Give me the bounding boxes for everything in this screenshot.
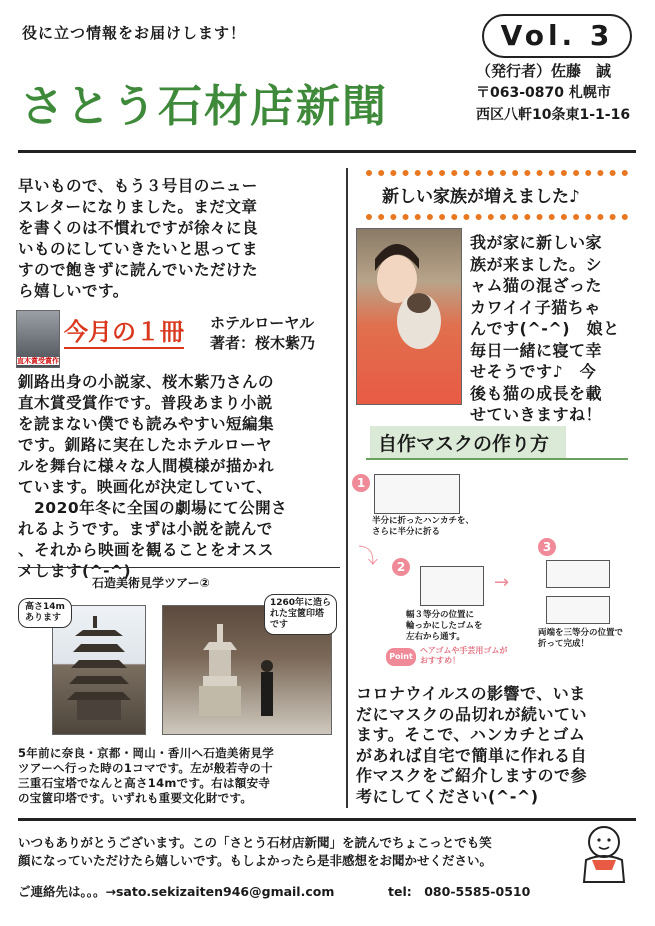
publisher-block: [476, 60, 630, 126]
step-1-caption: 半分に折ったハンカチを、 さらに半分に折る: [372, 516, 475, 537]
contact-email: ご連絡先は。。。→sato.sekizaiten946@gmail.com: [18, 884, 335, 899]
publisher-address: 西区八軒10条東1-1-16: [476, 107, 631, 123]
mask-text: コロナウイルスの影響で、いま だにマスクの品切れが続いてい ます。そこで、ハンカチとゴム があれば自宅で簡単に作れる自 作マスクをご紹介しますので参 考にしてください(^-^): [356, 684, 588, 806]
tour-heading: 石造美術見学ツアー②: [92, 576, 210, 590]
book-cover-image: [16, 310, 60, 368]
volume-badge: Vol. 3: [482, 14, 632, 58]
callout-right: 1260年に造ら れた宝篋印塔 です: [264, 594, 337, 635]
step-1-diagram: [374, 474, 460, 514]
mask-heading: 自作マスクの作り方: [370, 426, 566, 459]
contact-tel: tel: 080-5585-0510: [388, 884, 531, 899]
family-heading-dots-top: [366, 170, 628, 176]
jizo-mascot-icon: [572, 822, 636, 886]
step-3-caption: 両端を三等分の位置で 折って完成！: [538, 628, 624, 649]
footer-rule: [18, 818, 636, 821]
column-divider: [346, 168, 348, 808]
footer-message: いつもありがとうございます。この「さとう石材店新聞」を読んでちょこっとでも笑 顔になっていただけたら嬉しいです。もしよかったら是非感想をお聞かせください。: [18, 835, 493, 868]
step-2-caption: 幅３等分の位置に 輪っかにしたゴムを 左右から通す。: [406, 610, 483, 642]
intro-text: 早いもので、もう３号目のニュー スレターになりました。まだ文章 を書くのは不慣れですが徐々に良 いものにしていきたいと思ってま すので飽きずに読んでいただけた ら嬉しいです。: [18, 177, 259, 300]
book-cover-label: 直木賞受賞作: [17, 357, 59, 365]
publisher-name: （発行者）佐藤 誠: [476, 62, 612, 80]
step-2-number: 2: [392, 558, 410, 576]
family-text: 我が家に新しい家 族が来ました。シ ャム猫の混ざった カワイイ子猫ちゃ んです(^-^) 娘と 毎日一緒に寝て幸 せそうです♪ 今 後も猫の成長を載 せていきますね！: [470, 233, 620, 424]
point-text: ヘアゴムや手芸用ゴムが おすすめ！: [420, 646, 508, 665]
step-3-diagram-a: [546, 560, 610, 588]
step-3-number: 3: [538, 538, 556, 556]
girl-with-kitten-photo: [356, 228, 462, 405]
callout-left: 高さ14m あります: [18, 598, 72, 628]
step-2-arrow: →: [494, 572, 510, 593]
publisher-postal: 〒063-0870 札幌市: [476, 85, 611, 101]
newsletter-title: さとう石材店新聞: [20, 81, 388, 132]
point-badge: Point: [386, 648, 416, 666]
mask-heading-underline: [366, 458, 628, 460]
tour-text: 5年前に奈良・京都・岡山・香川へ石造美術見学 ツアーへ行った時の1コマです。左が般若寺の十 三重石宝塔でなんと高さ14mです。右は額安寺 の宝篋印塔です。いずれも重要文化財です。: [18, 746, 275, 805]
book-heading: 今月の１冊: [64, 312, 184, 349]
header-rule: [18, 150, 636, 153]
book-review-text: 釧路出身の小説家、桜木紫乃さんの 直木賞受賞作です。普段あまり小説 を読まない僕でも読みやすい短編集 です。釧路に実在したホテルローヤ ルを舞台に様々な人間模様が描かれ ています。映画化が決定していて、 2020年冬に全国の劇場にて公開さ れるようです。まずは小説を読んで 、それから映画を観ることをオスス メします(^-^): [18, 373, 288, 580]
step-1-arrow: ⤵: [358, 544, 378, 568]
tour-rule: [18, 567, 340, 568]
family-heading-dots-bottom: [366, 214, 628, 220]
step-3-diagram-b: [546, 596, 610, 624]
book-author: 著者：桜木紫乃: [210, 334, 316, 352]
family-heading: 新しい家族が増えました♪: [382, 187, 580, 207]
step-1-number: 1: [352, 474, 370, 492]
book-title: ホテルローヤル: [210, 314, 315, 332]
tagline: 役に立つ情報をお届けします！: [22, 24, 247, 42]
step-2-diagram: [420, 566, 484, 606]
kitten-icon: [357, 229, 461, 404]
